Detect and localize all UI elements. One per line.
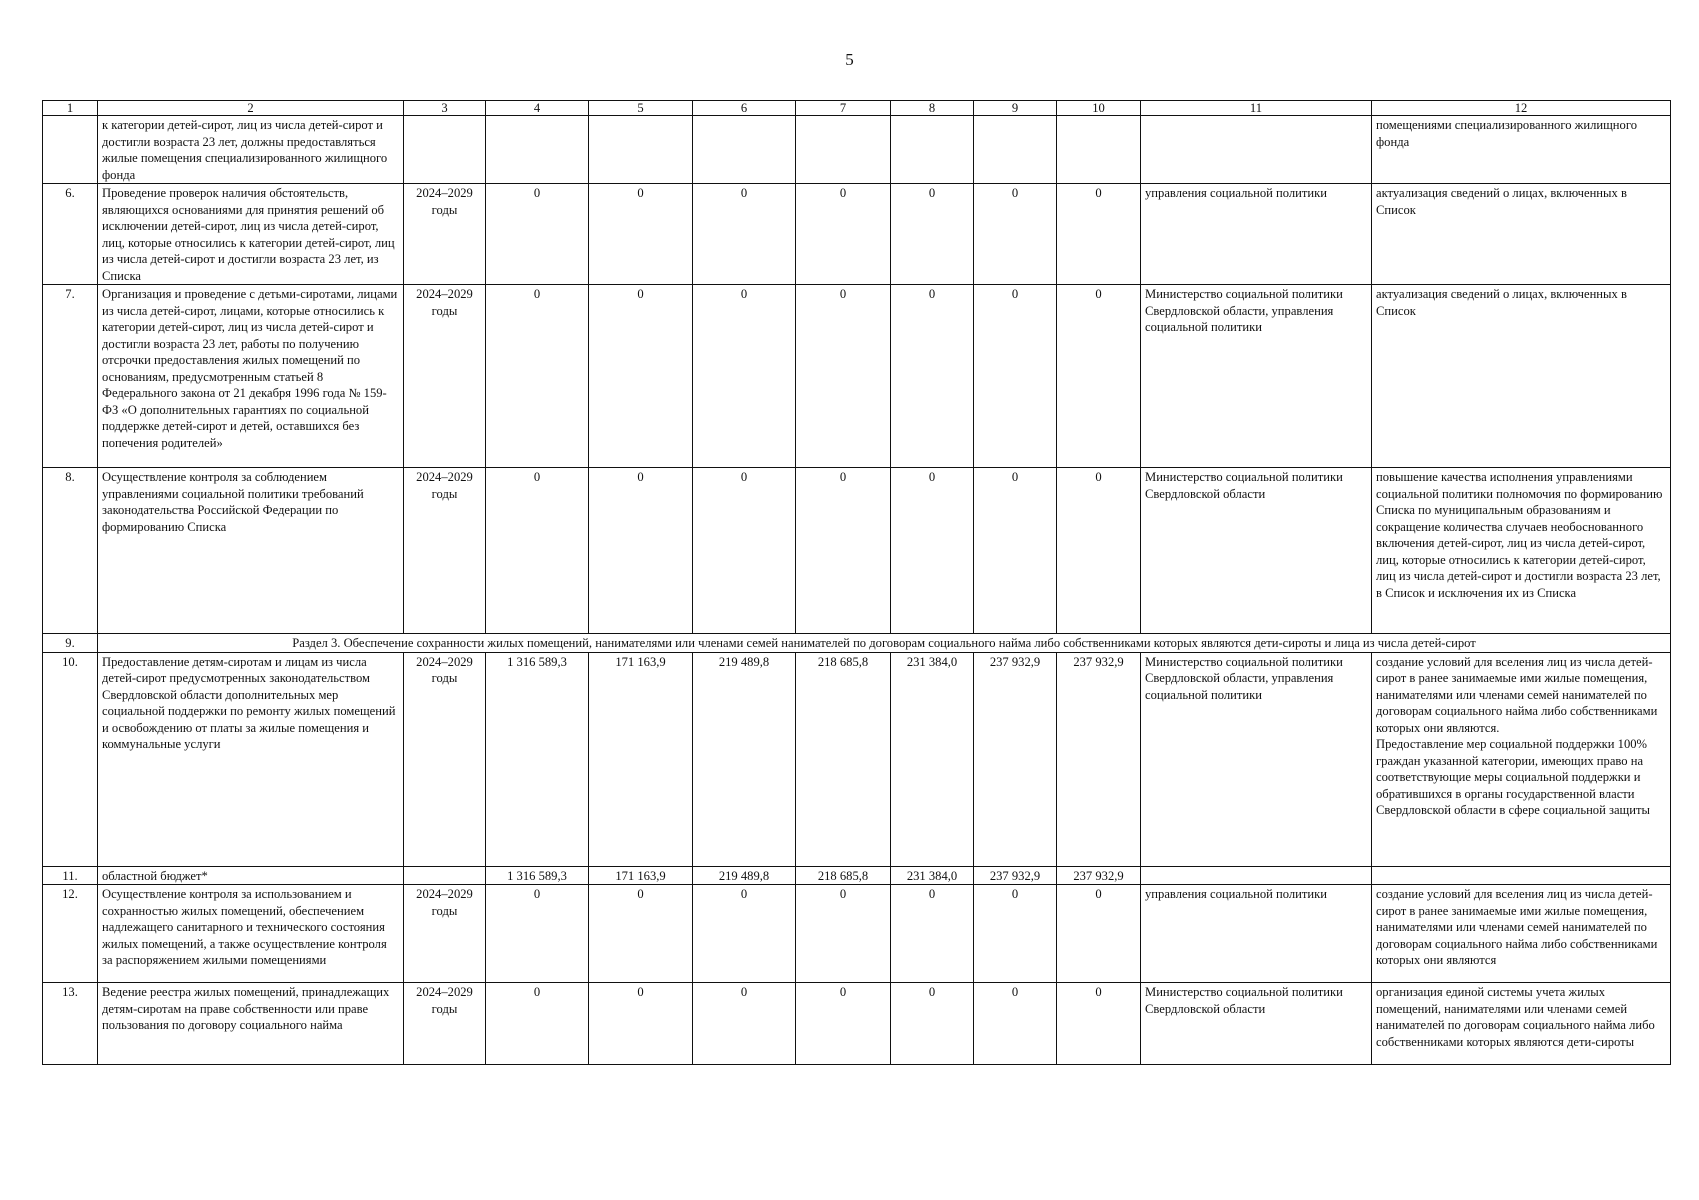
amount-cell: 0: [693, 184, 796, 285]
amount-cell: 1 316 589,3: [486, 866, 589, 885]
program-measures-table: [42, 100, 1671, 1065]
period-cell: 2024–2029 годы: [404, 983, 486, 1065]
header-cell: 8: [891, 101, 974, 116]
amount-cell: [589, 116, 693, 184]
amount-cell: 0: [693, 983, 796, 1065]
table-header-row: [43, 101, 1671, 116]
executor-cell: Министерство социальной политики Свердловской области, управления социальной политики: [1141, 652, 1372, 866]
row-number-cell: 11.: [43, 866, 98, 885]
amount-cell: [486, 116, 589, 184]
measure-description-cell: областной бюджет*: [98, 866, 404, 885]
expected-result-cell: актуализация сведений о лицах, включенных в Список: [1372, 184, 1671, 285]
amount-cell: 0: [974, 184, 1057, 285]
period-cell: [404, 866, 486, 885]
row-number-cell: 9.: [43, 634, 98, 653]
amount-cell: 0: [486, 983, 589, 1065]
period-cell: 2024–2029 годы: [404, 652, 486, 866]
header-cell: 2: [98, 101, 404, 116]
expected-result-cell: помещениями специализированного жилищного фонда: [1372, 116, 1671, 184]
amount-cell: 237 932,9: [1057, 866, 1141, 885]
row-number-cell: 6.: [43, 184, 98, 285]
amount-cell: 1 316 589,3: [486, 652, 589, 866]
measure-description-cell: Организация и проведение с детьми-сиротами, лицами из числа детей-сирот, лицами, которые относились к категории детей-сирот, лиц из числа детей-сирот и достигли возраста 23 лет, работы по получению отсрочки предоставления жилых помещений по основаниям, предусмотренным статьей 8 Федерального закона от 21 декабря 1996 года № 159-ФЗ «О дополнительных гарантиях по социальной поддержке детей-сирот и детей, оставшихся без попечения родителей»: [98, 285, 404, 468]
amount-cell: 0: [486, 885, 589, 983]
amount-cell: 219 489,8: [693, 652, 796, 866]
table-row: [43, 285, 1671, 468]
amount-cell: 237 932,9: [974, 866, 1057, 885]
expected-result-cell: создание условий для вселения лиц из числа детей-сирот в ранее занимаемые ими жилые помещения, нанимателями или членами семей нанимателей по договорам социального найма либо собственниками которых они являются. Предоставление мер социальной поддержки 100% граждан указанной категории, имеющих право на соответствующие меры социальной поддержки и обратившихся в органы государственной власти Свердловской области в сфере социальной защиты: [1372, 652, 1671, 866]
amount-cell: 0: [796, 285, 891, 468]
amount-cell: 0: [796, 184, 891, 285]
period-cell: [404, 116, 486, 184]
amount-cell: 237 932,9: [1057, 652, 1141, 866]
period-cell: 2024–2029 годы: [404, 184, 486, 285]
row-number-cell: 12.: [43, 885, 98, 983]
section-row: [43, 634, 1671, 653]
page-number: 5: [845, 50, 854, 69]
amount-cell: 0: [891, 184, 974, 285]
amount-cell: 0: [589, 184, 693, 285]
amount-cell: 0: [693, 285, 796, 468]
amount-cell: 0: [693, 468, 796, 634]
table-row: [43, 652, 1671, 866]
header-cell: 6: [693, 101, 796, 116]
amount-cell: 0: [796, 983, 891, 1065]
amount-cell: 0: [1057, 983, 1141, 1065]
expected-result-cell: организация единой системы учета жилых помещений, нанимателями или членами семей нанимателей по договорам социального найма либо собственниками которых являются дети-сироты: [1372, 983, 1671, 1065]
amount-cell: 0: [891, 468, 974, 634]
amount-cell: 0: [486, 285, 589, 468]
amount-cell: 0: [796, 885, 891, 983]
period-cell: 2024–2029 годы: [404, 285, 486, 468]
measure-description-cell: Ведение реестра жилых помещений, принадлежащих детям-сиротам на праве собственности или праве пользования по договору социального найма: [98, 983, 404, 1065]
expected-result-cell: [1372, 866, 1671, 885]
amount-cell: 171 163,9: [589, 866, 693, 885]
amount-cell: 218 685,8: [796, 866, 891, 885]
amount-cell: 0: [1057, 184, 1141, 285]
amount-cell: [796, 116, 891, 184]
measure-description-cell: Осуществление контроля за соблюдением управлениями социальной политики требований законодательства Российской Федерации по формированию Списка: [98, 468, 404, 634]
measure-description-cell: Осуществление контроля за использованием и сохранностью жилых помещений, обеспечением надлежащего санитарного и технического состояния жилых помещений, а также осуществление контроля за распоряжением жилыми помещениями: [98, 885, 404, 983]
row-number-cell: 7.: [43, 285, 98, 468]
header-cell: 11: [1141, 101, 1372, 116]
amount-cell: 0: [589, 885, 693, 983]
executor-cell: Министерство социальной политики Свердловской области, управления социальной политики: [1141, 285, 1372, 468]
amount-cell: [693, 116, 796, 184]
amount-cell: 0: [796, 468, 891, 634]
header-cell: 12: [1372, 101, 1671, 116]
executor-cell: Министерство социальной политики Свердловской области: [1141, 468, 1372, 634]
amount-cell: 0: [486, 468, 589, 634]
amount-cell: 0: [974, 285, 1057, 468]
row-number-cell: 8.: [43, 468, 98, 634]
amount-cell: 0: [891, 885, 974, 983]
row-number-cell: [43, 116, 98, 184]
amount-cell: 0: [974, 983, 1057, 1065]
amount-cell: 219 489,8: [693, 866, 796, 885]
measure-description-cell: к категории детей-сирот, лиц из числа детей-сирот и достигли возраста 23 лет, должны предоставляться жилые помещения специализированного жилищного фонда: [98, 116, 404, 184]
amount-cell: 0: [1057, 885, 1141, 983]
executor-cell: управления социальной политики: [1141, 184, 1372, 285]
header-cell: 4: [486, 101, 589, 116]
amount-cell: [891, 116, 974, 184]
expected-result-cell: повышение качества исполнения управлениями социальной политики полномочия по формированию Списка по муниципальным образованиям и сокращение количества случаев необоснованного включения детей-сирот, лиц из числа детей-сирот, лиц, которые относились к категории детей-сирот, лиц из числа детей-сирот и достигли возраста 23 лет, в Список и исключения их из Списка: [1372, 468, 1671, 634]
executor-cell: Министерство социальной политики Свердловской области: [1141, 983, 1372, 1065]
expected-result-cell: актуализация сведений о лицах, включенных в Список: [1372, 285, 1671, 468]
header-cell: 1: [43, 101, 98, 116]
executor-cell: управления социальной политики: [1141, 885, 1372, 983]
header-cell: 3: [404, 101, 486, 116]
amount-cell: 218 685,8: [796, 652, 891, 866]
section-title-cell: Раздел 3. Обеспечение сохранности жилых помещений, нанимателями или членами семей нанимателей по договорам социального найма либо собственниками которых являются дети-сироты и лица из числа детей-сирот: [98, 634, 1671, 653]
amount-cell: 0: [974, 468, 1057, 634]
amount-cell: 0: [589, 468, 693, 634]
amount-cell: 0: [891, 983, 974, 1065]
expected-result-cell: создание условий для вселения лиц из числа детей-сирот в ранее занимаемые ими жилые помещения, нанимателями или членами семей нанимателей по договорам социального найма либо собственниками которых они являются: [1372, 885, 1671, 983]
table-row: [43, 866, 1671, 885]
measure-description-cell: Предоставление детям-сиротам и лицам из числа детей-сирот предусмотренных законодательством Свердловской области дополнительных мер социальной поддержки по ремонту жилых помещений и освобождению от платы за жилые помещения и коммунальные услуги: [98, 652, 404, 866]
table-row: [43, 184, 1671, 285]
executor-cell: [1141, 116, 1372, 184]
row-number-cell: 10.: [43, 652, 98, 866]
amount-cell: 0: [1057, 285, 1141, 468]
amount-cell: 0: [589, 983, 693, 1065]
amount-cell: 0: [486, 184, 589, 285]
period-cell: 2024–2029 годы: [404, 468, 486, 634]
header-cell: 9: [974, 101, 1057, 116]
table-row: [43, 885, 1671, 983]
amount-cell: 0: [589, 285, 693, 468]
header-cell: 7: [796, 101, 891, 116]
period-cell: 2024–2029 годы: [404, 885, 486, 983]
amount-cell: 0: [1057, 468, 1141, 634]
amount-cell: 231 384,0: [891, 652, 974, 866]
amount-cell: 0: [693, 885, 796, 983]
amount-cell: 0: [974, 885, 1057, 983]
amount-cell: 231 384,0: [891, 866, 974, 885]
amount-cell: [974, 116, 1057, 184]
measure-description-cell: Проведение проверок наличия обстоятельств, являющихся основаниями для принятия решений об исключении детей-сирот, лиц из числа детей-сирот, лиц, которые относились к категории детей-сирот, лиц из числа детей-сирот и достигли возраста 23 лет, из Списка: [98, 184, 404, 285]
table-row: [43, 116, 1671, 184]
header-cell: 10: [1057, 101, 1141, 116]
header-cell: 5: [589, 101, 693, 116]
amount-cell: 237 932,9: [974, 652, 1057, 866]
amount-cell: 0: [891, 285, 974, 468]
table-row: [43, 468, 1671, 634]
amount-cell: [1057, 116, 1141, 184]
amount-cell: 171 163,9: [589, 652, 693, 866]
executor-cell: [1141, 866, 1372, 885]
table-row: [43, 983, 1671, 1065]
row-number-cell: 13.: [43, 983, 98, 1065]
